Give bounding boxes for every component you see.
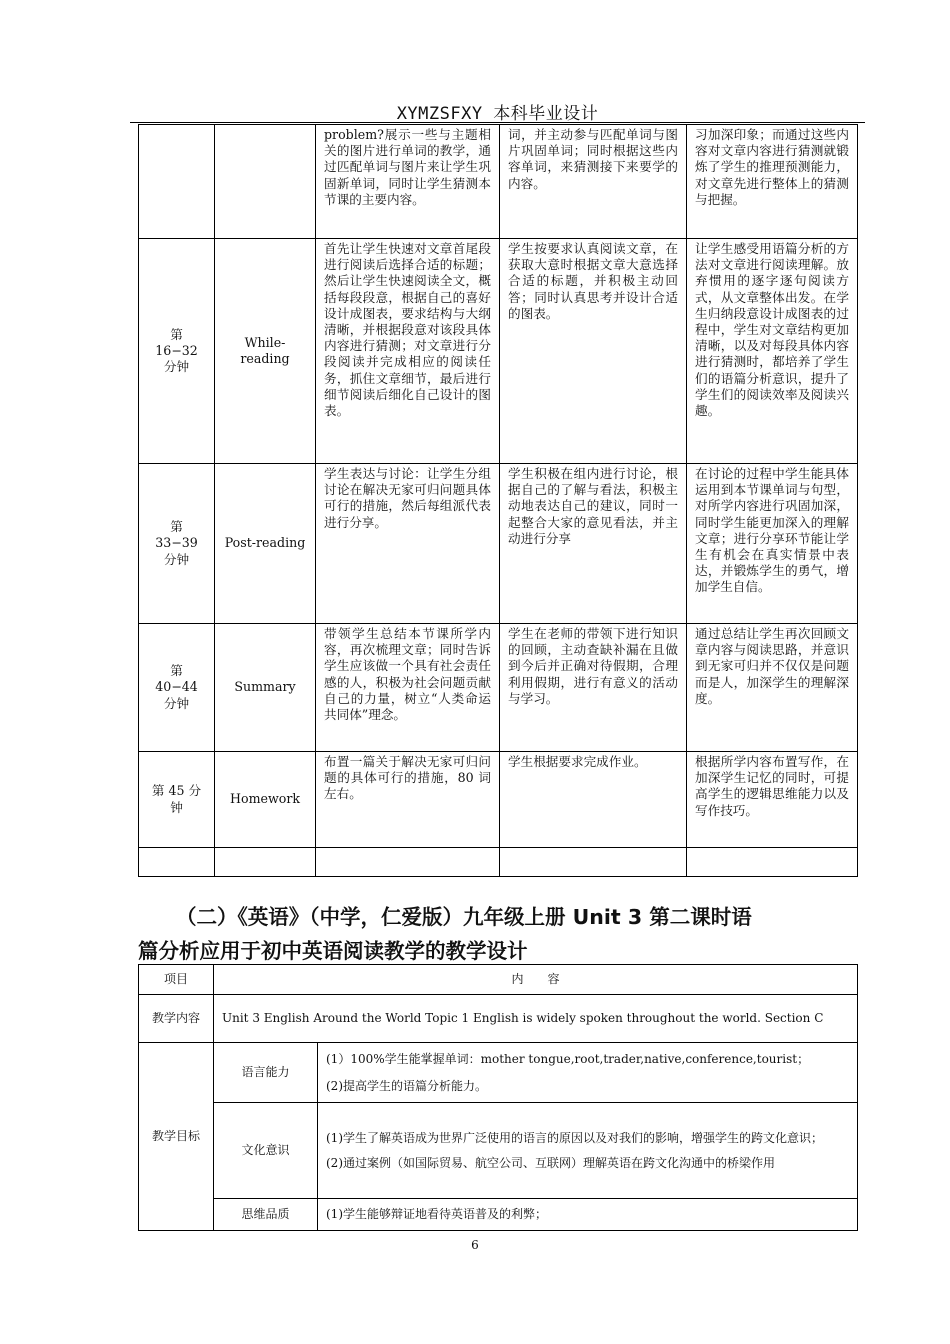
table-header-row xyxy=(139,965,858,995)
student-activity-cell: 学生按要求认真阅读文章，在获取大意时根据文章大意选择合适的标题，并积极主动回答；同时认真思考并设计合适的图表。 xyxy=(500,239,687,464)
lesson-procedure-table xyxy=(138,124,858,877)
teacher-activity-cell: 学生表达与讨论：让学生分组讨论在解决无家可归问题具体可行的措施，然后每组派代表进行分享。 xyxy=(316,464,500,624)
page-number: 6 xyxy=(471,1238,479,1252)
student-activity-cell: 学生在老师的带领下进行知识的回顾，主动查缺补漏在且做到今后并正确对待假期，合理利用假期，进行有意义的活动与学习。 xyxy=(500,624,687,752)
design-intent-cell: 在讨论的过程中学生能具体运用到本节课单词与句型，对所学内容进行巩固加深，同时学生能更加深入的理解文章；进行分享环节能让学生有机会在真实情景中表达，并锻炼学生的勇气，增加学生自信。 xyxy=(687,464,858,624)
stage-cell xyxy=(215,848,316,877)
content-value-cell: Unit 3 English Around the World Topic 1 English is widely spoken throughout the world. Section C xyxy=(214,995,858,1043)
design-intent-cell: 根据所学内容布置写作，在加深学生记忆的同时，可提高学生的逻辑思维能力以及写作技巧。 xyxy=(687,752,858,848)
stage-cell: Homework xyxy=(215,752,316,848)
stage-cell: While-reading xyxy=(215,239,316,464)
section-heading-line-1: （二）《英语》（中学，仁爱版）九年级上册 Unit 3 第二课时语 xyxy=(176,905,752,929)
teacher-activity-cell xyxy=(316,848,500,877)
goal-item: (2)通过案例（如国际贸易、航空公司、互联网）理解英语在跨文化沟通中的桥梁作用 xyxy=(326,1155,776,1170)
header-rule xyxy=(130,122,865,123)
design-intent-cell: 让学生感受用语篇分析的方法对文章进行阅读理解。放弃惯用的逐字逐句阅读方式，从文章整体出发。在学生归纳段意设计成图表的过程中，学生对文章结构更加清晰，以及对每段具体内容进行猜测时，都培养了学生们的语篇分析意识，提升了学生们的阅读效率及阅读兴趣。 xyxy=(687,239,858,464)
table-row xyxy=(139,995,858,1043)
table-row xyxy=(139,125,858,239)
table-row xyxy=(139,848,858,877)
table-row xyxy=(139,1199,858,1231)
teacher-activity-cell: problem?展示一些与主题相关的图片进行单词的教学，通过匹配单词与图片来让学生巩固新单词，同时让学生猜测本节课的主要内容。 xyxy=(316,125,500,239)
goal-items-cell xyxy=(318,1043,858,1103)
design-intent-cell xyxy=(687,848,858,877)
time-cell xyxy=(139,848,215,877)
table-row xyxy=(139,239,858,464)
time-cell: 第 40−44 分钟 xyxy=(139,624,215,752)
goal-label-cell: 语言能力 xyxy=(214,1043,318,1103)
design-intent-cell: 通过总结让学生再次回顾文章内容与阅读思路，并意识到无家可归并不仅仅是问题而是人，加深学生的理解深度。 xyxy=(687,624,858,752)
teacher-activity-cell: 首先让学生快速对文章首尾段进行阅读后选择合适的标题；然后让学生快速阅读全文，概括每段段意，根据自己的喜好设计成图表，要求结构与大纲清晰，并根据段意对该段具体内容进行猜测；对文章进行分段阅读并完成相应的阅读任务，抓住文章细节，最后进行细节阅读后细化自己设计的图表。 xyxy=(316,239,500,464)
header-content-cell: 内 容 xyxy=(214,965,858,995)
table-row xyxy=(139,752,858,848)
table-row xyxy=(139,624,858,752)
goal-item: (2)提高学生的语篇分析能力。 xyxy=(326,1078,487,1093)
section-heading-line-2: 篇分析应用于初中英语阅读教学的教学设计 xyxy=(138,939,528,963)
goal-items-cell xyxy=(318,1103,858,1199)
goal-item: (1)学生了解英语成为世界广泛使用的语言的原因以及对我们的影响，增强学生的跨文化意识； xyxy=(326,1131,824,1145)
table-row xyxy=(139,464,858,624)
teacher-activity-cell: 布置一篇关于解决无家可归问题的具体可行的措施，80 词左右。 xyxy=(316,752,500,848)
teaching-design-table xyxy=(138,964,858,1231)
header-item-cell: 项目 xyxy=(139,965,214,995)
time-cell: 第 16−32 分钟 xyxy=(139,239,215,464)
goal-items-cell xyxy=(318,1199,858,1231)
section-heading xyxy=(138,900,857,968)
time-cell: 第 33−39 分钟 xyxy=(139,464,215,624)
time-cell xyxy=(139,125,215,239)
page-header: XYMZSFXY 本科毕业设计 xyxy=(396,104,599,124)
student-activity-cell: 学生根据要求完成作业。 xyxy=(500,752,687,848)
table-row xyxy=(139,1043,858,1103)
goal-item: (1）100%学生能掌握单词：mother tongue,root,trader,native,conference,tourist； xyxy=(326,1052,810,1066)
goals-label-cell: 教学目标 xyxy=(139,1043,214,1231)
student-activity-cell xyxy=(500,848,687,877)
student-activity-cell: 词，并主动参与匹配单词与图片巩固单词；同时根据这些内容单词，来猜测接下来要学的内容。 xyxy=(500,125,687,239)
teacher-activity-cell: 带领学生总结本节课所学内容，再次梳理文章；同时告诉学生应该做一个具有社会责任感的人，积极为社会问题贡献自己的力量，树立“人类命运共同体”理念。 xyxy=(316,624,500,752)
stage-cell: Post-reading xyxy=(215,464,316,624)
table-row xyxy=(139,1103,858,1199)
stage-cell: Summary xyxy=(215,624,316,752)
stage-cell xyxy=(215,125,316,239)
goal-label-cell: 文化意识 xyxy=(214,1103,318,1199)
student-activity-cell: 学生积极在组内进行讨论，根据自己的了解与看法，积极主动地表达自己的建议，同时一起整合大家的意见看法，并主动进行分享 xyxy=(500,464,687,624)
content-label-cell: 教学内容 xyxy=(139,995,214,1043)
time-cell: 第 45 分钟 xyxy=(139,752,215,848)
design-intent-cell: 习加深印象；而通过这些内容对文章内容进行猜测就锻炼了学生的推理预测能力，对文章先进行整体上的猜测与把握。 xyxy=(687,125,858,239)
goal-item: (1)学生能够辩证地看待英语普及的利弊； xyxy=(326,1207,547,1222)
goal-label-cell: 思维品质 xyxy=(214,1199,318,1231)
